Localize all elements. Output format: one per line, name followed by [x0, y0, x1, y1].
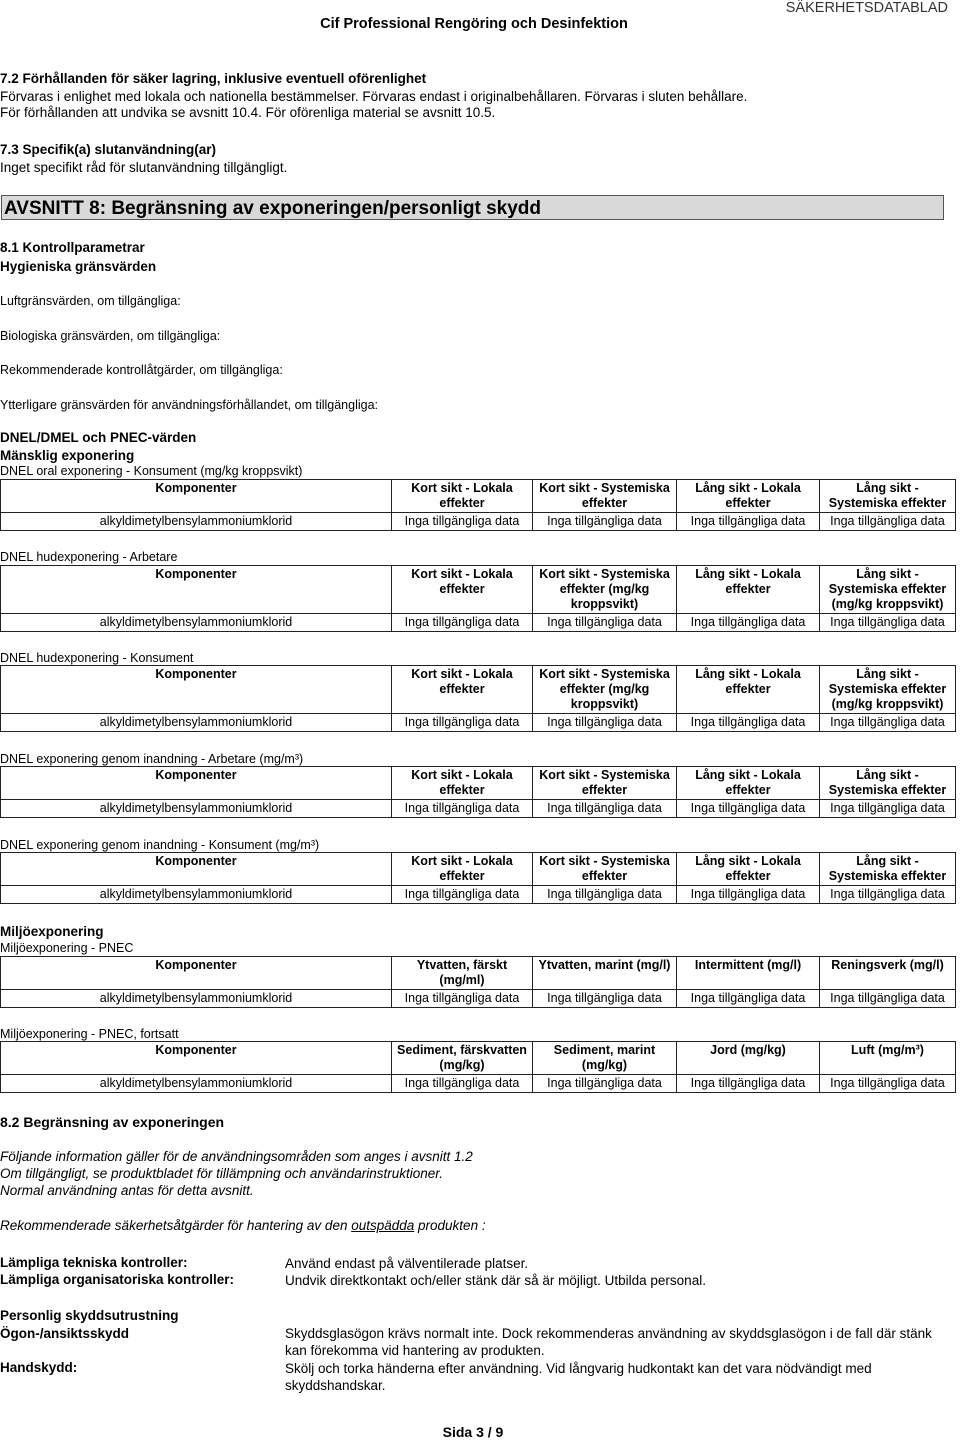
info-note-2: Om tillgängligt, se produktbladet för tillämpning och användarinstruktioner.	[0, 1166, 443, 1181]
value-cell: Inga tillgängliga data	[533, 1075, 677, 1093]
value-cell: Inga tillgängliga data	[820, 714, 956, 732]
value-cell: Inga tillgängliga data	[392, 714, 533, 732]
recommended-controls-label: Rekommenderade kontrollåtgärder, om tillgängliga:	[0, 363, 283, 377]
column-header: Kort sikt - Lokala effekter	[392, 767, 533, 800]
column-header: Sediment, marint (mg/kg)	[533, 1042, 677, 1075]
component-name-cell: alkyldimetylbensylammoniumklorid	[1, 1075, 392, 1093]
component-name-cell: alkyldimetylbensylammoniumklorid	[1, 614, 392, 632]
data-table	[0, 565, 956, 632]
section-7-2-text-1: Förvaras i enlighet med lokala och nationella bestämmelser. Förvaras endast i originalbehållaren. Förvaras i sluten behållare.	[0, 89, 748, 104]
section-7-3-text: Inget specifikt råd för slutanvändning tillgängligt.	[0, 160, 288, 175]
ppe-heading: Personlig skyddsutrustning	[0, 1308, 179, 1323]
component-name-cell: alkyldimetylbensylammoniumklorid	[1, 513, 392, 531]
value-cell: Inga tillgängliga data	[677, 990, 820, 1008]
column-header: Lång sikt - Systemiska effekter	[820, 853, 956, 886]
data-table	[0, 852, 956, 904]
data-table	[0, 766, 956, 818]
eye-protection-value: Skyddsglasögon krävs normalt inte. Dock rekommenderas användning av skyddsglasögon i de fall där stänk kan förekomma vid hantering av produkten.	[285, 1326, 932, 1358]
biological-limits-label: Biologiska gränsvärden, om tillgängliga:	[0, 329, 221, 343]
data-table	[0, 665, 956, 732]
section-7-2-text-2: För förhållanden att undvika se avsnitt 10.4. För oförenliga material se avsnitt 10.5.	[0, 105, 496, 120]
handling-recommendation-note	[0, 1218, 486, 1234]
value-cell: Inga tillgängliga data	[392, 886, 533, 904]
value-cell: Inga tillgängliga data	[820, 990, 956, 1008]
column-header: Komponenter	[1, 480, 392, 513]
column-header: Lång sikt - Systemiska effekter	[820, 767, 956, 800]
dnel-oral-consumer-table	[0, 479, 956, 531]
table-row	[1, 714, 956, 732]
additional-limits-label: Ytterligare gränsvärden för användningsförhållandet, om tillgängliga:	[0, 398, 379, 412]
column-header: Kort sikt - Lokala effekter	[392, 666, 533, 714]
human-exposure-heading: Mänsklig exponering	[0, 448, 135, 463]
value-cell: Inga tillgängliga data	[392, 614, 533, 632]
pnec-continued-table	[0, 1041, 956, 1093]
value-cell: Inga tillgängliga data	[677, 513, 820, 531]
dnel-pnec-heading: DNEL/DMEL och PNEC-värden	[0, 430, 197, 445]
column-header: Komponenter	[1, 666, 392, 714]
note-text-before: Rekommenderade säkerhetsåtgärder för hantering av den	[0, 1218, 352, 1233]
note-underlined-word: outspädda	[351, 1218, 415, 1233]
value-cell: Inga tillgängliga data	[820, 1075, 956, 1093]
table-row	[1, 614, 956, 632]
column-header: Kort sikt - Systemiska effekter	[533, 480, 677, 513]
hand-protection-label: Handskydd:	[0, 1360, 78, 1375]
technical-controls-label: Lämpliga tekniska kontroller:	[0, 1255, 188, 1270]
component-name-cell: alkyldimetylbensylammoniumklorid	[1, 990, 392, 1008]
table-caption: DNEL exponering genom inandning - Arbetare (mg/m³)	[0, 752, 304, 766]
table-row	[1, 1075, 956, 1093]
table-header-row	[1, 1042, 956, 1075]
table-header-row	[1, 853, 956, 886]
section-7-3-heading: 7.3 Specifik(a) slutanvändning(ar)	[0, 142, 217, 157]
column-header: Luft (mg/m³)	[820, 1042, 956, 1075]
info-note-1: Följande information gäller för de användningsområden som anges i avsnitt 1.2	[0, 1149, 473, 1164]
environmental-exposure-heading: Miljöexponering	[0, 924, 104, 939]
column-header: Kort sikt - Lokala effekter	[392, 480, 533, 513]
table-row	[1, 800, 956, 818]
organisational-controls-label: Lämpliga organisatoriska kontroller:	[0, 1272, 235, 1287]
value-cell: Inga tillgängliga data	[677, 714, 820, 732]
column-header: Komponenter	[1, 853, 392, 886]
value-cell: Inga tillgängliga data	[533, 886, 677, 904]
column-header: Intermittent (mg/l)	[677, 957, 820, 990]
value-cell: Inga tillgängliga data	[533, 614, 677, 632]
column-header: Lång sikt - Systemiska effekter	[820, 480, 956, 513]
section-8-1-heading: 8.1 Kontrollparametrar	[0, 240, 145, 255]
column-header: Kort sikt - Systemiska effekter	[533, 767, 677, 800]
component-name-cell: alkyldimetylbensylammoniumklorid	[1, 714, 392, 732]
value-cell: Inga tillgängliga data	[392, 513, 533, 531]
hand-protection-value: Skölj och torka händerna efter användning. Vid långvarig hudkontakt kan det vara nödvändigt med skyddshandskar.	[285, 1361, 872, 1393]
value-cell: Inga tillgängliga data	[533, 990, 677, 1008]
value-cell: Inga tillgängliga data	[677, 1075, 820, 1093]
table-row	[1, 990, 956, 1008]
table-row	[1, 886, 956, 904]
table-caption: Miljöexponering - PNEC, fortsatt	[0, 1027, 179, 1041]
column-header: Kort sikt - Lokala effekter	[392, 566, 533, 614]
table-header-row	[1, 566, 956, 614]
value-cell: Inga tillgängliga data	[677, 886, 820, 904]
table-caption: Miljöexponering - PNEC	[0, 941, 134, 955]
column-header: Lång sikt - Systemiska effekter (mg/kg kroppsvikt)	[820, 666, 956, 714]
column-header: Lång sikt - Lokala effekter	[677, 566, 820, 614]
column-header: Kort sikt - Lokala effekter	[392, 853, 533, 886]
section-7-2-heading: 7.2 Förhållanden för säker lagring, inklusive eventuell oförenlighet	[0, 71, 427, 86]
table-caption: DNEL hudexponering - Konsument	[0, 651, 194, 665]
hygiene-limits-heading: Hygieniska gränsvärden	[0, 259, 157, 274]
column-header: Reningsverk (mg/l)	[820, 957, 956, 990]
table-caption: DNEL exponering genom inandning - Konsument (mg/m³)	[0, 838, 320, 852]
eye-protection-label: Ögon-/ansiktsskydd	[0, 1326, 130, 1341]
column-header: Jord (mg/kg)	[677, 1042, 820, 1075]
component-name-cell: alkyldimetylbensylammoniumklorid	[1, 886, 392, 904]
column-header: Komponenter	[1, 1042, 392, 1075]
column-header: Lång sikt - Systemiska effekter (mg/kg kroppsvikt)	[820, 566, 956, 614]
column-header: Lång sikt - Lokala effekter	[677, 853, 820, 886]
column-header: Sediment, färskvatten (mg/kg)	[392, 1042, 533, 1075]
dnel-inhalation-worker-table	[0, 766, 956, 818]
dnel-inhalation-consumer-table	[0, 852, 956, 904]
table-header-row	[1, 480, 956, 513]
dnel-dermal-consumer-table	[0, 665, 956, 732]
value-cell: Inga tillgängliga data	[820, 800, 956, 818]
value-cell: Inga tillgängliga data	[820, 614, 956, 632]
column-header: Kort sikt - Systemiska effekter	[533, 853, 677, 886]
data-table	[0, 956, 956, 1008]
table-header-row	[1, 767, 956, 800]
table-header-row	[1, 666, 956, 714]
table-caption: DNEL oral exponering - Konsument (mg/kg kroppsvikt)	[0, 464, 303, 478]
document-type-label: SÄKERHETSDATABLAD	[785, 0, 948, 16]
column-header: Kort sikt - Systemiska effekter (mg/kg kroppsvikt)	[533, 666, 677, 714]
organisational-controls-value: Undvik direktkontakt och/eller stänk där så är möjligt. Utbilda personal.	[285, 1273, 706, 1288]
value-cell: Inga tillgängliga data	[820, 886, 956, 904]
product-title: Cif Professional Rengöring och Desinfektion	[320, 16, 628, 32]
data-table	[0, 479, 956, 531]
technical-controls-value: Använd endast på välventilerade platser.	[285, 1256, 529, 1271]
value-cell: Inga tillgängliga data	[677, 800, 820, 818]
section-8-2-heading: 8.2 Begränsning av exponeringen	[0, 1114, 225, 1130]
column-header: Kort sikt - Systemiska effekter (mg/kg kroppsvikt)	[533, 566, 677, 614]
value-cell: Inga tillgängliga data	[392, 1075, 533, 1093]
pnec-table	[0, 956, 956, 1008]
section-8-title-bar: AVSNITT 8: Begränsning av exponeringen/personligt skydd	[1, 195, 944, 220]
column-header: Ytvatten, marint (mg/l)	[533, 957, 677, 990]
table-header-row	[1, 957, 956, 990]
info-note-3: Normal användning antas för detta avsnitt.	[0, 1183, 254, 1198]
value-cell: Inga tillgängliga data	[533, 513, 677, 531]
column-header: Komponenter	[1, 566, 392, 614]
column-header: Lång sikt - Lokala effekter	[677, 666, 820, 714]
value-cell: Inga tillgängliga data	[533, 800, 677, 818]
table-row	[1, 513, 956, 531]
value-cell: Inga tillgängliga data	[392, 800, 533, 818]
component-name-cell: alkyldimetylbensylammoniumklorid	[1, 800, 392, 818]
air-limits-label: Luftgränsvärden, om tillgängliga:	[0, 294, 181, 308]
value-cell: Inga tillgängliga data	[392, 990, 533, 1008]
value-cell: Inga tillgängliga data	[820, 513, 956, 531]
column-header: Lång sikt - Lokala effekter	[677, 480, 820, 513]
value-cell: Inga tillgängliga data	[533, 714, 677, 732]
column-header: Lång sikt - Lokala effekter	[677, 767, 820, 800]
table-caption: DNEL hudexponering - Arbetare	[0, 550, 178, 564]
data-table	[0, 1041, 956, 1093]
dnel-dermal-worker-table	[0, 565, 956, 632]
column-header: Ytvatten, färskt (mg/ml)	[392, 957, 533, 990]
column-header: Komponenter	[1, 767, 392, 800]
note-text-after: produkten :	[414, 1218, 486, 1233]
value-cell: Inga tillgängliga data	[677, 614, 820, 632]
column-header: Komponenter	[1, 957, 392, 990]
page-number: Sida 3 / 9	[442, 1424, 504, 1440]
